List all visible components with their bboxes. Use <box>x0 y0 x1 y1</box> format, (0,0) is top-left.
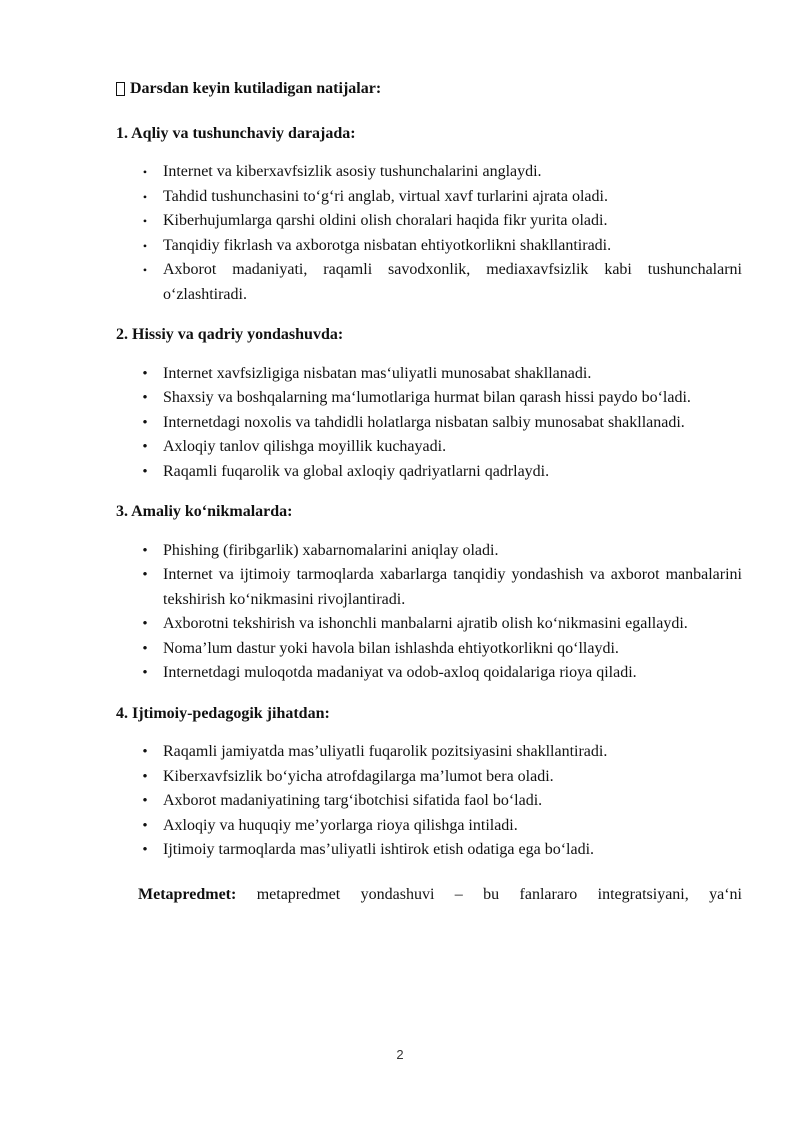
bullet-icon: • <box>142 414 148 431</box>
list-item: • Axborotni tekshirish va ishonchli manbalarni ajratib olish ko‘nikmasini egallaydi. <box>163 612 742 637</box>
metapredmet-label: Metapredmet: <box>138 885 237 903</box>
section-title-3: 3. Amaliy ko‘nikmalarda: <box>116 503 293 520</box>
bullet-icon: • <box>142 463 148 480</box>
list-item: • Internet va ijtimoiy tarmoqlarda xabarlarga tanqidiy yondashish va axborot manbalarini tekshirish ko‘nikmasini rivojlantiradi. <box>163 563 742 612</box>
list-item: • Shaxsiy va boshqalarning ma‘lumotlariga hurmat bilan qarash hissi paydo bo‘ladi. <box>163 386 742 411</box>
list-item: • Kiberhujumlarga qarshi oldini olish choralari haqida fikr yurita oladi. <box>163 209 742 234</box>
section-list-4 <box>116 740 742 863</box>
bullet-icon: • <box>142 768 148 785</box>
list-item: • Raqamli fuqarolik va global axloqiy qadriyatlarni qadrlaydi. <box>163 460 742 485</box>
bullet-icon: • <box>142 817 148 834</box>
main-heading-text: Darsdan keyin kutiladigan natijalar: <box>130 80 382 97</box>
bullet-icon: • <box>142 616 148 632</box>
bullet-icon: • <box>142 189 148 204</box>
bullet-icon: • <box>142 640 148 657</box>
list-item: • Tahdid tushunchasini to‘g‘ri anglab, virtual xavf turlarini ajrata oladi. <box>163 185 742 210</box>
page-content <box>116 77 742 907</box>
list-item: • Axborot madaniyatining targ‘ibotchisi sifatida faol bo‘ladi. <box>163 789 742 814</box>
bullet-icon: • <box>142 238 148 253</box>
list-item: • Internet xavfsizligiga nisbatan mas‘uliyatli munosabat shakllanadi. <box>163 362 742 387</box>
page-number: 2 <box>396 1047 404 1062</box>
bullet-icon: • <box>142 542 148 559</box>
bullet-icon: • <box>142 439 148 455</box>
section-title-4: 4. Ijtimoiy-pedagogik jihatdan: <box>116 704 330 722</box>
section-title-2: 2. Hissiy va qadriy yondashuvda: <box>116 326 344 343</box>
list-item: • Raqamli jamiyatda mas’uliyatli fuqarolik pozitsiyasini shakllantiradi. <box>163 740 742 765</box>
list-item: • Phishing (firibgarlik) xabarnomalarini aniqlay oladi. <box>163 539 742 564</box>
bullet-icon: • <box>142 842 148 858</box>
bullet-icon: • <box>142 390 148 406</box>
list-item: • Internetdagi noxolis va tahdidli holatlarga nisbatan salbiy munosabat shakllanadi. <box>163 411 742 436</box>
list-item: • Noma’lum dastur yoki havola bilan ishlashda ehtiyotkorlikni qo‘llaydi. <box>163 637 742 662</box>
section-list-2 <box>116 362 742 485</box>
bullet-icon: • <box>142 263 148 277</box>
list-item: • Ijtimoiy tarmoqlarda mas’uliyatli ishtirok etish odatiga ega bo‘ladi. <box>163 838 742 863</box>
section-list-3 <box>116 539 742 686</box>
bullet-icon: • <box>142 567 148 583</box>
section-title-1: 1. Aqliy va tushunchaviy darajada: <box>116 124 356 142</box>
bullet-icon: • <box>142 214 148 228</box>
list-item: • Axloqiy va huquqiy me’yorlarga rioya qilishga intiladi. <box>163 814 742 839</box>
bullet-icon: • <box>142 665 148 681</box>
list-item: • Tanqidiy fikrlash va axborotga nisbatan ehtiyotkorlikni shakllantiradi. <box>163 234 742 259</box>
bullet-icon: • <box>142 165 148 179</box>
bullet-icon: • <box>142 744 148 760</box>
bullet-icon: • <box>142 793 148 809</box>
list-item: • Axloqiy tanlov qilishga moyillik kuchayadi. <box>163 435 742 460</box>
list-item: • Kiberxavfsizlik bo‘yicha atrofdagilarga ma’lumot bera oladi. <box>163 765 742 790</box>
missing-glyph-icon <box>116 82 125 96</box>
main-heading <box>116 77 742 102</box>
bullet-icon: • <box>142 365 148 382</box>
metapredmet-paragraph <box>116 883 742 908</box>
list-item: • Internetdagi muloqotda madaniyat va odob-axloq qoidalariga rioya qiladi. <box>163 661 742 686</box>
list-item: • Axborot madaniyati, raqamli savodxonlik, mediaxavfsizlik kabi tushunchalarni o‘zlashtiradi. <box>163 258 742 307</box>
section-list-1 <box>116 160 742 307</box>
metapredmet-text: metapredmet yondashuvi – bu fanlararo integratsiyani, ya‘ni <box>236 885 742 903</box>
list-item: • Internet va kiberxavfsizlik asosiy tushunchalarini anglaydi. <box>163 160 742 185</box>
